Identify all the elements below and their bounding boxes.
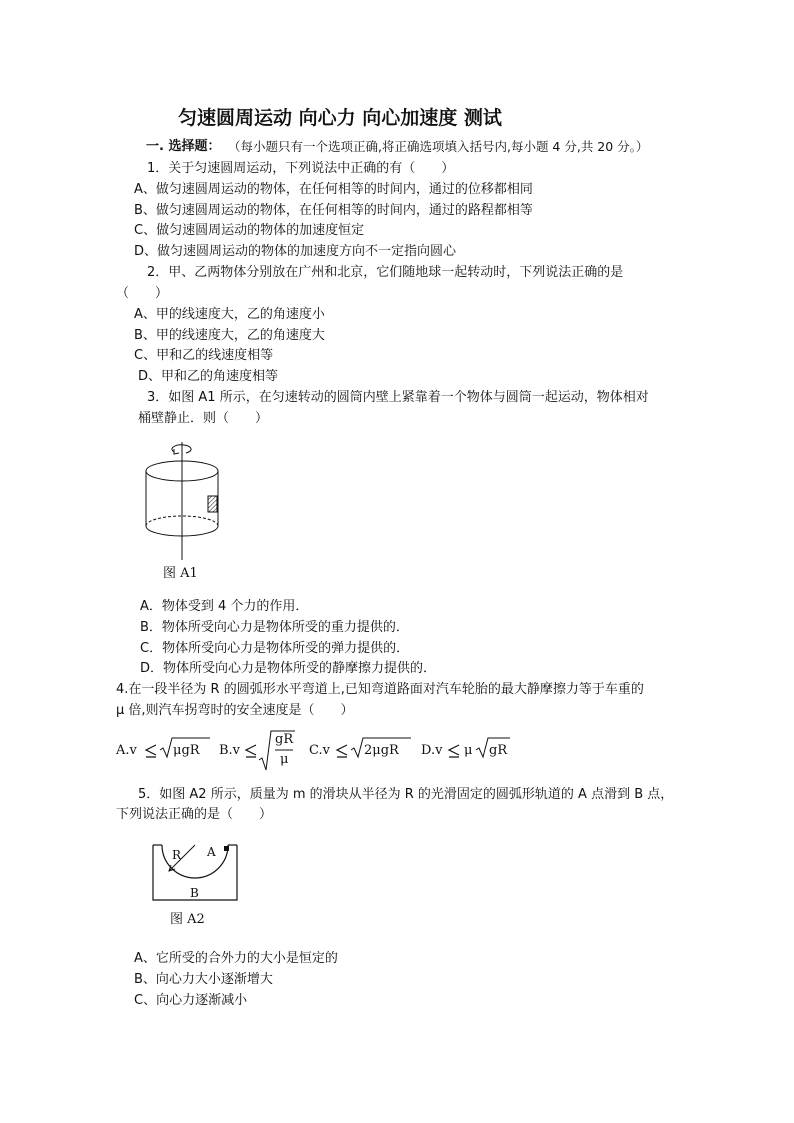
formula-label: B.v <box>219 743 241 758</box>
radicand: μgR <box>173 743 200 758</box>
option-a: A、甲的线速度大，乙的角速度小 <box>134 307 325 322</box>
question-stem: 3．如图 A1 所示，在匀速转动的圆筒内壁上紧靠着一个物体与圆筒一起运动，物体相对 <box>147 390 649 405</box>
figure-label-a: A <box>207 845 216 859</box>
fraction-denominator: μ <box>280 752 289 767</box>
fraction-numerator: gR <box>275 732 294 747</box>
option-c: C、做匀速圆周运动的物体的加速度恒定 <box>134 223 365 238</box>
less-equal-icon <box>448 744 460 758</box>
figure-a1-cylinder <box>138 438 238 563</box>
less-equal-icon <box>145 744 157 758</box>
question-stem-continued: （ ） <box>116 286 169 301</box>
question-stem-continued: 下列说法正确的是（ ） <box>116 807 273 822</box>
option-b: B、甲的线速度大，乙的角速度大 <box>134 328 325 343</box>
option-a: A、它所受的合外力的大小是恒定的 <box>134 951 338 966</box>
figure-label-r: R <box>172 848 182 862</box>
figure-caption: 图 A1 <box>163 566 198 581</box>
option-c: C、向心力逐渐减小 <box>134 993 248 1008</box>
question-stem: 2．甲、乙两物体分别放在广州和北京，它们随地球一起转动时，下列说法正确的是 <box>147 265 624 280</box>
formula-label: A.v <box>116 743 137 758</box>
question-stem-continued: μ 倍,则汽车拐弯时的安全速度是（ ） <box>116 703 354 718</box>
option-b: B、做匀速圆周运动的物体，在任何相等的时间内，通过的路程都相等 <box>134 203 533 218</box>
coefficient: μ <box>464 743 473 758</box>
option-d: D、甲和乙的角速度相等 <box>138 369 279 384</box>
radicand: gR <box>489 743 508 758</box>
formula-label: D.v <box>421 743 443 758</box>
option-c: C．物体所受向心力是物体所受的弹力提供的． <box>140 641 410 656</box>
figure-caption: 图 A2 <box>170 912 205 927</box>
less-equal-icon <box>336 744 348 758</box>
option-a: A、做匀速圆周运动的物体，在任何相等的时间内，通过的位移都相同 <box>134 182 533 197</box>
radicand: 2μgR <box>364 743 399 758</box>
question-stem: 4.在一段半径为 R 的圆弧形水平弯道上,已知弯道路面对汽车轮胎的最大静摩擦力等于车重的 <box>116 682 644 697</box>
section-heading: 一. 选择题： <box>146 139 221 154</box>
figure-label-b: B <box>190 886 199 900</box>
question-stem: 5．如图 A2 所示，质量为 m 的滑块从半径为 R 的光滑固定的圆弧形轨道的 A 点滑到 B 点， <box>138 787 674 802</box>
option-d: D．物体所受向心力是物体所受的静摩擦力提供的． <box>140 661 437 676</box>
option-b: B．物体所受向心力是物体所受的重力提供的． <box>140 620 409 635</box>
option-a: A．物体受到 4 个力的作用． <box>140 599 309 614</box>
section-instructions: （每小题只有一个选项正确,将正确选项填入括号内,每小题 4 分,共 20 分。） <box>228 139 649 154</box>
less-equal-icon <box>245 744 257 758</box>
page-title: 匀速圆周运动 向心力 向心加速度 测试 <box>178 107 502 129</box>
option-d: D、做匀速圆周运动的物体的加速度方向不一定指向圆心 <box>134 244 457 259</box>
question-stem: 1．关于匀速圆周运动，下列说法中正确的有（ ） <box>147 161 455 176</box>
option-b: B、向心力大小逐渐增大 <box>134 972 273 987</box>
option-c: C、甲和乙的线速度相等 <box>134 348 274 363</box>
question-stem-continued: 桶壁静止．则（ ） <box>138 411 269 426</box>
formula-label: C.v <box>309 743 330 758</box>
